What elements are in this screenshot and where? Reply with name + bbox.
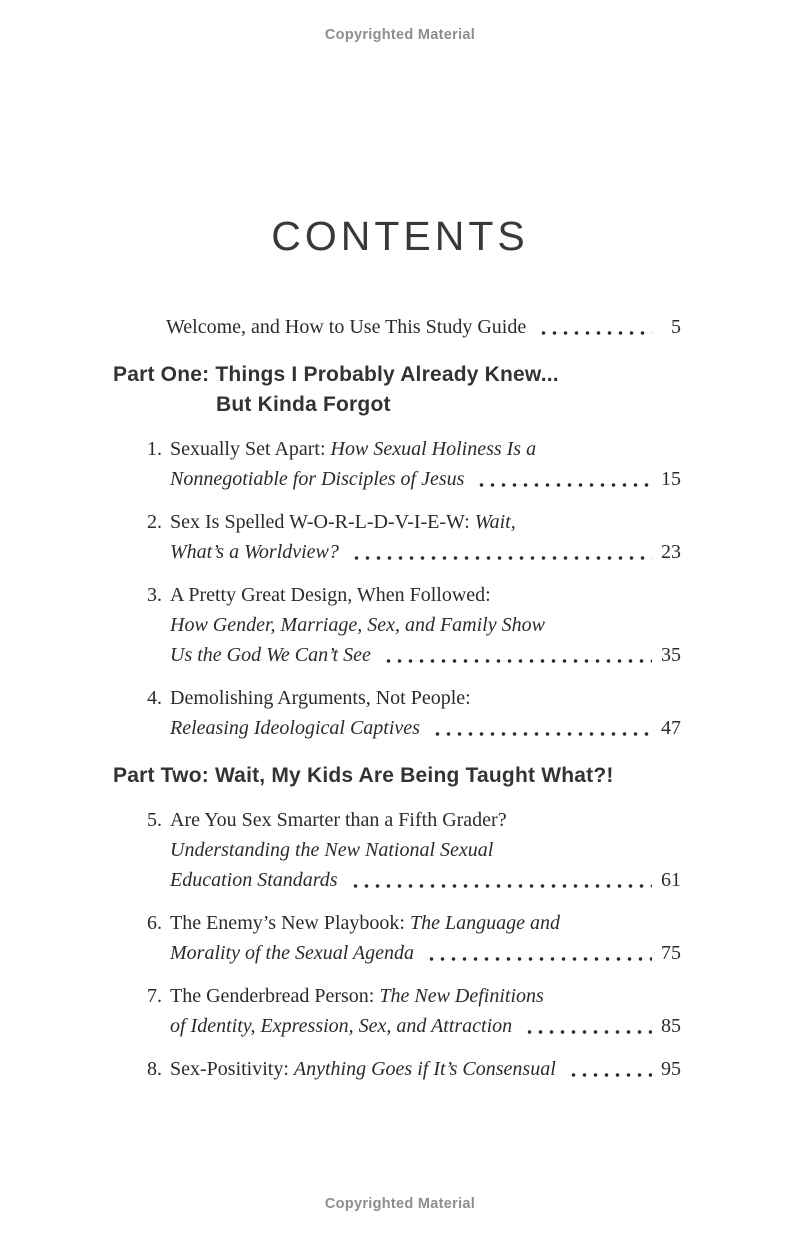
- toc-entry: [113, 1054, 681, 1084]
- toc-entry-text: A Pretty Great Design, When Followed:: [170, 584, 491, 606]
- dot-leader: [429, 732, 652, 736]
- toc-entry-text: Releasing Ideological Captives: [170, 717, 420, 739]
- page-number: 95: [661, 1058, 681, 1080]
- page-title: CONTENTS: [271, 213, 529, 259]
- dot-leader: [348, 556, 652, 560]
- toc-entry-text: The Enemy’s New Playbook:: [170, 912, 410, 934]
- toc-entry-text: Nonnegotiable for Disciples of Jesus: [170, 468, 465, 490]
- toc-sections: [113, 360, 681, 1084]
- toc-entry-lines: [170, 580, 681, 670]
- chapter-number: 2.: [147, 511, 162, 533]
- toc-entry-line: [170, 1011, 681, 1041]
- dot-leader: [423, 957, 652, 961]
- page-number: 5: [671, 316, 681, 338]
- part-heading-line: But Kinda Forgot: [216, 393, 391, 416]
- toc-entry-text: Sex-Positivity:: [170, 1058, 294, 1080]
- toc-entry-lines: [170, 1054, 681, 1084]
- toc-entry-text: Anything Goes if It’s Consensual: [293, 1058, 556, 1080]
- toc-entry-lines: [170, 981, 681, 1041]
- toc-entry-text: Sex Is Spelled W-O-R-L-D-V-I-E-W:: [170, 511, 475, 533]
- toc-entry-line: [170, 1054, 681, 1084]
- toc-entry-line: [170, 938, 681, 968]
- chapter-number: 5.: [147, 809, 162, 831]
- toc-entry-text: Education Standards: [170, 869, 338, 891]
- dot-leader: [565, 1073, 652, 1077]
- toc-entry-line: [170, 537, 681, 567]
- toc-intro: [113, 312, 681, 342]
- toc-entry-line: [170, 683, 681, 713]
- toc-entry-line: [170, 434, 681, 464]
- toc-entry: [113, 580, 681, 670]
- toc-entry-lines: [170, 805, 681, 895]
- toc-entry: [113, 683, 681, 743]
- toc-entry-line: [170, 507, 681, 537]
- toc-entry-text: Morality of the Sexual Agenda: [170, 942, 415, 964]
- toc-entry-text: The Language and: [409, 912, 560, 934]
- toc-entry-text: of Identity, Expression, Sex, and Attraction: [170, 1015, 513, 1037]
- chapter-number: 3.: [147, 584, 162, 606]
- toc-entry-line: [170, 835, 681, 865]
- toc-entry-line: [170, 640, 681, 670]
- toc-entry-line: [170, 610, 681, 640]
- part-heading: [113, 761, 681, 791]
- toc-entry: [113, 908, 681, 968]
- dot-leader: [347, 884, 652, 888]
- part-heading: [113, 360, 681, 420]
- table-of-contents: [113, 312, 681, 1084]
- chapter-number: 4.: [147, 687, 162, 709]
- toc-entry-line: [170, 908, 681, 938]
- toc-entry-lines: [170, 434, 681, 494]
- toc-entry-text: How Sexual Holiness Is a: [330, 438, 537, 460]
- dot-leader: [380, 659, 652, 663]
- toc-entry-lines: [170, 683, 681, 743]
- toc-intro-row: [166, 312, 681, 342]
- toc-intro-text: Welcome, and How to Use This Study Guide: [166, 316, 527, 338]
- toc-entry-lines: [170, 507, 681, 567]
- toc-entry-text: The Genderbread Person:: [170, 985, 380, 1007]
- dot-leader: [473, 483, 652, 487]
- chapter-number: 1.: [147, 438, 162, 460]
- toc-entry: [113, 981, 681, 1041]
- toc-entry: [113, 434, 681, 494]
- page-number: 15: [661, 468, 681, 490]
- toc-entry-lines: [170, 908, 681, 968]
- chapter-number: 6.: [147, 912, 162, 934]
- part-heading-line: Part One: Things I Probably Already Knew...: [113, 363, 559, 386]
- part-heading-line: Part Two: Wait, My Kids Are Being Taught What?!: [113, 764, 614, 787]
- chapter-number: 7.: [147, 985, 162, 1007]
- chapter-number: 8.: [147, 1058, 162, 1080]
- toc-entry-text: Wait,: [474, 511, 516, 533]
- toc-entry-text: The New Definitions: [379, 985, 544, 1007]
- page-number: 85: [661, 1015, 681, 1037]
- toc-entry-line: [170, 464, 681, 494]
- toc-entry: [113, 507, 681, 567]
- copyright-notice-top: Copyrighted Material: [324, 27, 476, 43]
- page-number: 75: [661, 942, 681, 964]
- copyright-notice-bottom: Copyrighted Material: [324, 1196, 476, 1212]
- page-number: 35: [661, 644, 681, 666]
- toc-entry-line: [170, 580, 681, 610]
- dot-leader: [535, 331, 652, 335]
- page-number: 61: [661, 869, 681, 891]
- toc-entry-line: [170, 805, 681, 835]
- toc-entry-text: Understanding the New National Sexual: [170, 839, 494, 861]
- toc-entry-text: Us the God We Can’t See: [170, 644, 371, 666]
- toc-entry-text: Sexually Set Apart:: [170, 438, 331, 460]
- toc-entry-text: Are You Sex Smarter than a Fifth Grader?: [170, 809, 507, 831]
- toc-entry-line: [170, 981, 681, 1011]
- toc-entry-text: How Gender, Marriage, Sex, and Family Show: [170, 614, 545, 636]
- toc-entry-text: What’s a Worldview?: [170, 541, 339, 563]
- dot-leader: [521, 1030, 652, 1034]
- toc-entry: [113, 805, 681, 895]
- page-number: 23: [661, 541, 681, 563]
- page-number: 47: [661, 717, 681, 739]
- toc-entry-line: [170, 713, 681, 743]
- toc-entry-text: Demolishing Arguments, Not People:: [170, 687, 471, 709]
- toc-entry-line: [170, 865, 681, 895]
